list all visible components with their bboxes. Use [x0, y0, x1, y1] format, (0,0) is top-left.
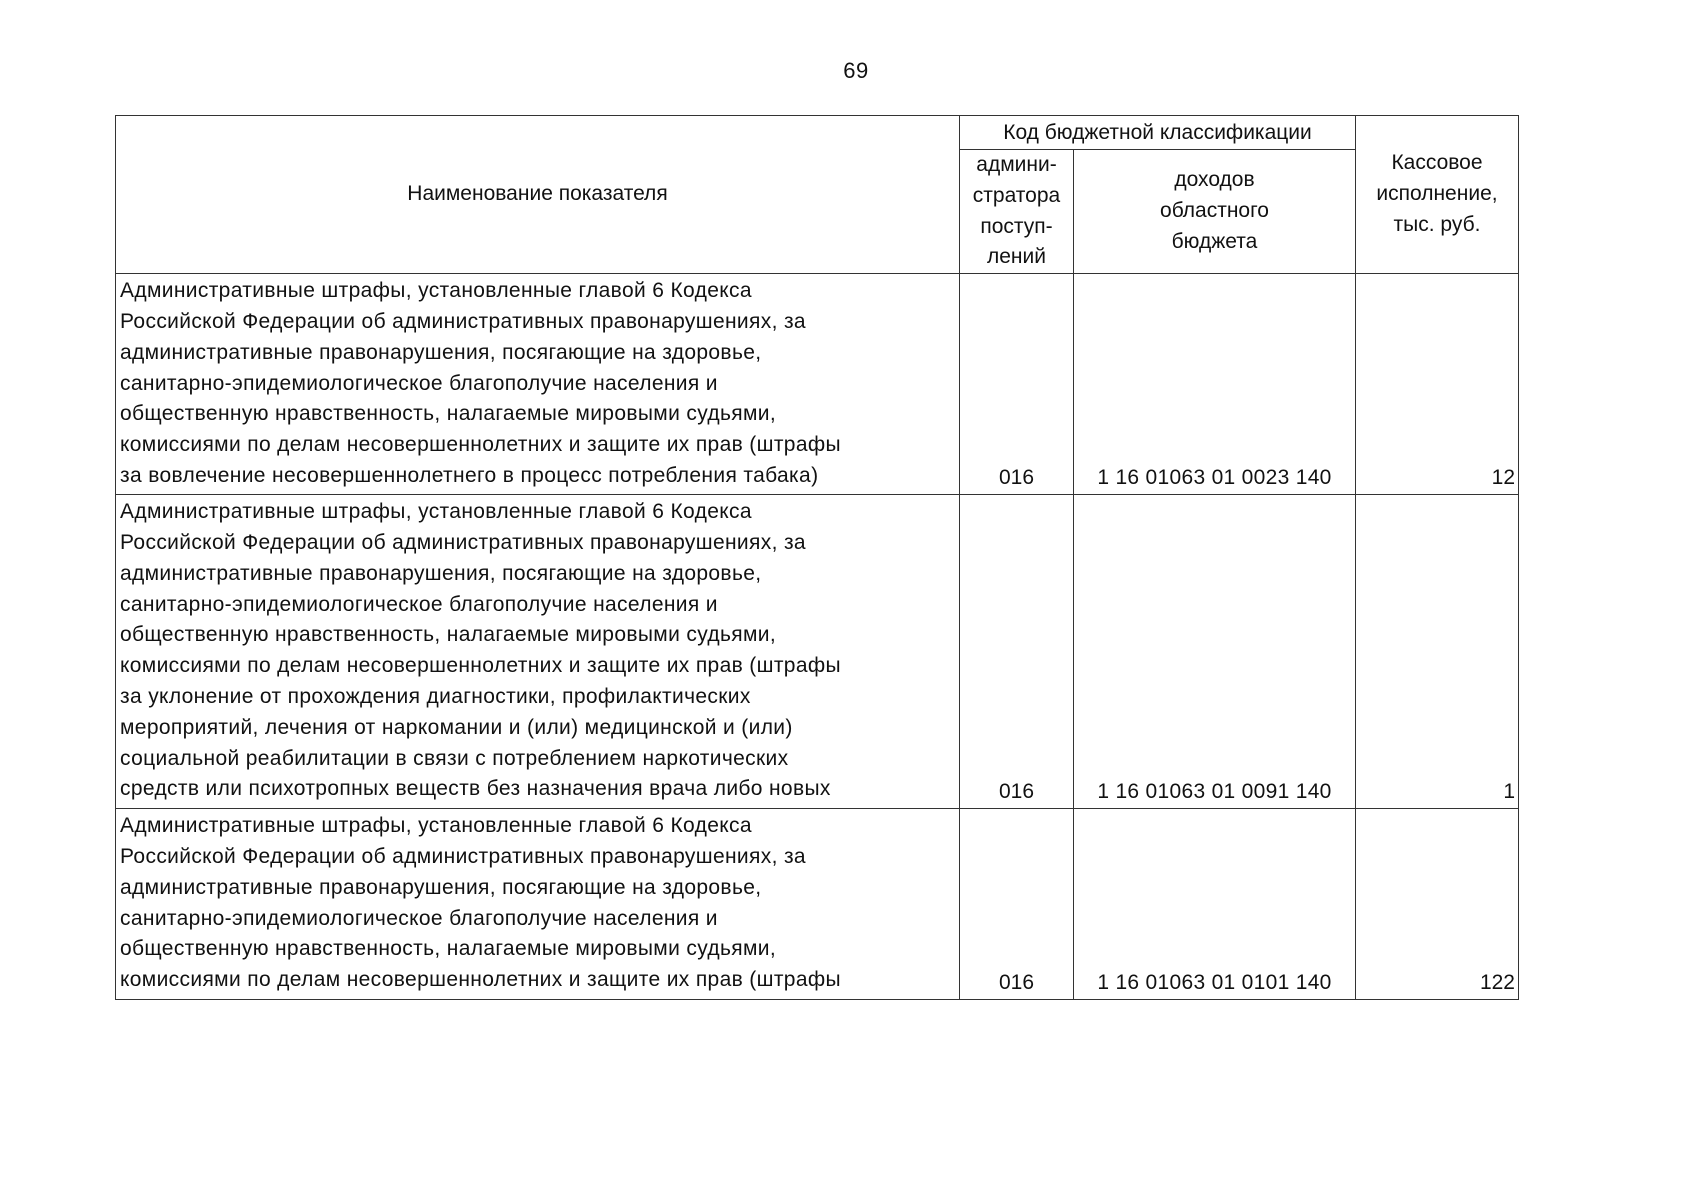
header-cash-line: тыс. руб.	[1393, 212, 1481, 236]
description-line: Административные штрафы, установленные главой 6 Кодекса	[120, 279, 752, 303]
description-line: за уклонение от прохождения диагностики, профилактических	[120, 684, 751, 708]
row-kbk-code: 1 16 01063 01 0091 140	[1074, 495, 1356, 809]
row-kbk-code: 1 16 01063 01 0101 140	[1074, 809, 1356, 1000]
header-income-line: бюджета	[1171, 229, 1258, 253]
description-line: комиссиями по делам несовершеннолетних и защите их прав (штрафы	[120, 654, 841, 678]
description-line: Административные штрафы, установленные главой 6 Кодекса	[120, 814, 752, 838]
row-admin-code: 016	[960, 274, 1074, 495]
header-admin	[960, 150, 1074, 274]
header-code-group: Код бюджетной классификации	[960, 116, 1356, 150]
description-line: Административные штрафы, установленные главой 6 Кодекса	[120, 500, 752, 524]
header-cash-line: Кассовое	[1391, 151, 1483, 175]
description-line: средств или психотропных веществ без назначения врача либо новых	[120, 777, 831, 801]
row-admin-code: 016	[960, 495, 1074, 809]
description-line: комиссиями по делам несовершеннолетних и защите их прав (штрафы	[120, 968, 841, 992]
description-line: Российской Федерации об административных правонарушениях, за	[120, 530, 806, 554]
header-name: Наименование показателя	[116, 116, 960, 274]
row-admin-code: 016	[960, 809, 1074, 1000]
description-line: административные правонарушения, посягающие на здоровье,	[120, 875, 762, 899]
row-description	[116, 809, 960, 1000]
description-line: общественную нравственность, налагаемые мировыми судьями,	[120, 623, 777, 647]
description-line: общественную нравственность, налагаемые мировыми судьями,	[120, 937, 777, 961]
table-row	[116, 495, 1519, 809]
row-description	[116, 274, 960, 495]
table-row	[116, 274, 1519, 495]
description-line: санитарно-эпидемиологическое благополучие населения и	[120, 592, 718, 616]
description-line: мероприятий, лечения от наркомании и (или) медицинской и (или)	[120, 715, 793, 739]
description-line: социальной реабилитации в связи с потреблением наркотических	[120, 746, 789, 770]
description-line: санитарно-эпидемиологическое благополучие населения и	[120, 906, 718, 930]
description-line: комиссиями по делам несовершеннолетних и защите их прав (штрафы	[120, 433, 841, 457]
description-line: Российской Федерации об административных правонарушениях, за	[120, 844, 806, 868]
row-amount: 122	[1356, 809, 1519, 1000]
header-row-1	[116, 116, 1519, 150]
header-cash-line: исполнение,	[1376, 182, 1498, 206]
description-line: административные правонарушения, посягающие на здоровье,	[120, 340, 762, 364]
row-amount: 12	[1356, 274, 1519, 495]
description-line: Российской Федерации об административных правонарушениях, за	[120, 309, 806, 333]
header-income-line: доходов	[1174, 168, 1255, 192]
header-admin-line: поступ-	[980, 214, 1053, 238]
description-line: санитарно-эпидемиологическое благополучие населения и	[120, 371, 718, 395]
table-row	[116, 809, 1519, 1000]
row-amount: 1	[1356, 495, 1519, 809]
header-admin-line: стратора	[972, 183, 1061, 207]
description-line: за вовлечение несовершеннолетнего в процесс потребления табака)	[120, 463, 819, 487]
budget-table	[115, 115, 1519, 1000]
header-income	[1074, 150, 1356, 274]
description-line: общественную нравственность, налагаемые мировыми судьями,	[120, 402, 777, 426]
page-number: 69	[843, 58, 869, 83]
row-kbk-code: 1 16 01063 01 0023 140	[1074, 274, 1356, 495]
header-cash	[1356, 116, 1519, 274]
row-description	[116, 495, 960, 809]
description-line: административные правонарушения, посягающие на здоровье,	[120, 561, 762, 585]
header-income-line: областного	[1160, 199, 1269, 223]
header-admin-line: лений	[987, 245, 1046, 269]
header-admin-line: админи-	[976, 153, 1057, 176]
